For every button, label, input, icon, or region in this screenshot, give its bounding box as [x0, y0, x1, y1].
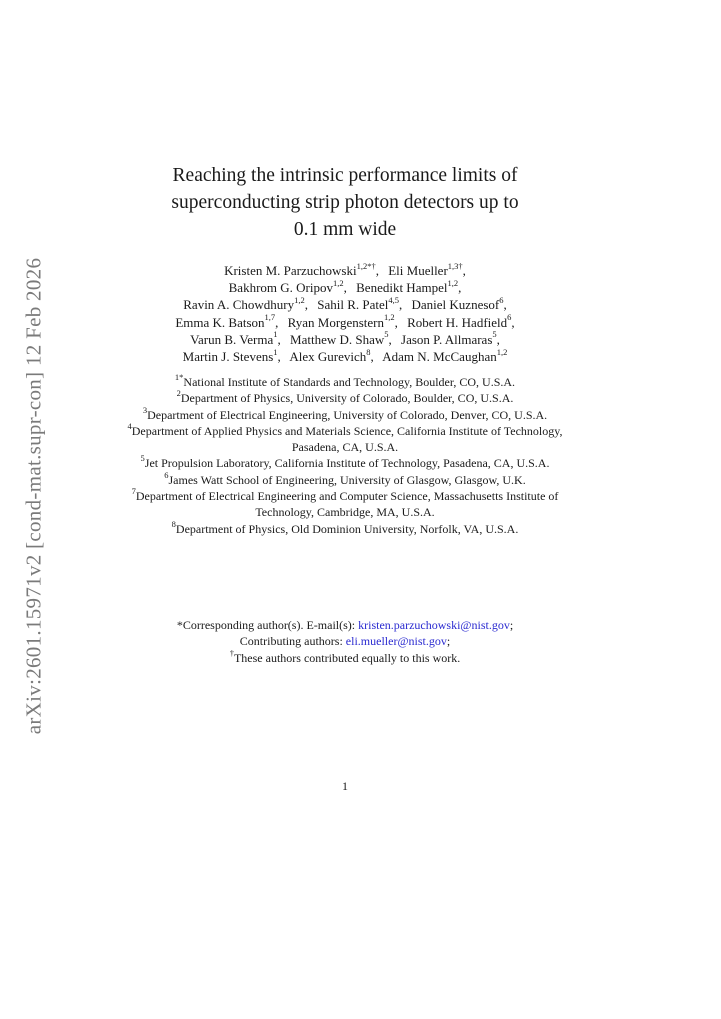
contributing-email-link[interactable]: eli.mueller@nist.gov — [345, 634, 447, 649]
author: Eli Mueller$^{1,3\dagger}$, — [388, 260, 466, 278]
page-number: 1 — [342, 779, 348, 793]
author: Ravin A. Chowdhury$^{1,2}$, — [183, 295, 308, 313]
affiliation: $^8$Department of Physics, Old Dominion University, Norfolk, VA, U.S.A. — [171, 518, 519, 536]
author-line — [130, 331, 560, 348]
affiliation: $^6$James Watt School of Engineering, University of Glasgow, Glasgow, U.K. — [164, 469, 526, 487]
affiliation: $^2$Department of Physics, University of Colorado, Boulder, CO, U.S.A. — [176, 388, 514, 406]
author: Emma K. Batson$^{1,7}$, — [175, 312, 279, 330]
author: Benedikt Hampel$^{1,2}$, — [356, 277, 462, 296]
affiliation: $^3$Department of Electrical Engineering, University of Colorado, Denver, CO, U.S.A. — [142, 404, 548, 422]
title-line: 0.1 mm wide — [293, 219, 397, 240]
affiliation: $^{1*}$National Institute of Standards and Technology, Boulder, CO, U.S.A. — [174, 372, 516, 389]
author: Adam N. McCaughan$^{1,2}$ — [382, 346, 508, 365]
equal-contribution-note: †These authors contributed equally to this work. — [229, 647, 461, 665]
author: Bakhrom G. Oripov$^{1,2}$, — [228, 277, 347, 296]
correspondence-block — [120, 617, 570, 666]
corresponding-author-line: *Corresponding author(s). E-mail(s): kristen.parzuchowski@nist.gov; — [176, 618, 514, 632]
affiliation-list — [120, 374, 570, 537]
author: Martin J. Stevens$^1$, — [182, 346, 281, 365]
author: Jason P. Allmaras$^5$, — [401, 329, 500, 347]
author: Matthew D. Shaw$^5$, — [290, 329, 392, 347]
title-line: Reaching the intrinsic performance limits of — [172, 165, 518, 186]
author: Kristen M. Parzuchowski$^{1,2*\dagger}$, — [224, 260, 379, 278]
author-line — [130, 279, 560, 296]
author-line — [130, 348, 560, 365]
contributing-authors-line: Contributing authors: eli.mueller@nist.gov; — [239, 634, 451, 649]
affiliation: $^7$Department of Electrical Engineering and Computer Science, Massachusetts Institute of Technology, Cambridge, MA, U.S.A. — [131, 486, 559, 520]
author: Varun B. Verma$^1$, — [190, 329, 281, 347]
title-line: superconducting strip photon detectors up to — [171, 192, 519, 213]
corresponding-email-link[interactable]: kristen.parzuchowski@nist.gov — [358, 618, 510, 632]
affiliation: $^5$Jet Propulsion Laboratory, California Institute of Technology, Pasadena, CA, U.S.A. — [140, 453, 550, 471]
author: Ryan Morgenstern$^{1,2}$, — [287, 312, 398, 330]
paper-title — [130, 162, 560, 243]
arxiv-identifier-stamp: arXiv:2601.15971v2 [cond-mat.supr-con] 12 Feb 2026 — [21, 257, 46, 735]
author-line — [130, 296, 560, 313]
author: Alex Gurevich$^8$, — [289, 346, 374, 365]
author: Sahil R. Patel$^{4,5}$, — [317, 295, 403, 313]
author: Daniel Kuznesof$^6$, — [411, 295, 507, 313]
author: Robert H. Hadfield$^6$, — [407, 312, 515, 330]
author-list — [130, 262, 560, 365]
author-line — [130, 262, 560, 279]
affiliation: $^4$Department of Applied Physics and Materials Science, California Institute of Technology, Pasadena, CA, U.S.A. — [127, 420, 563, 455]
